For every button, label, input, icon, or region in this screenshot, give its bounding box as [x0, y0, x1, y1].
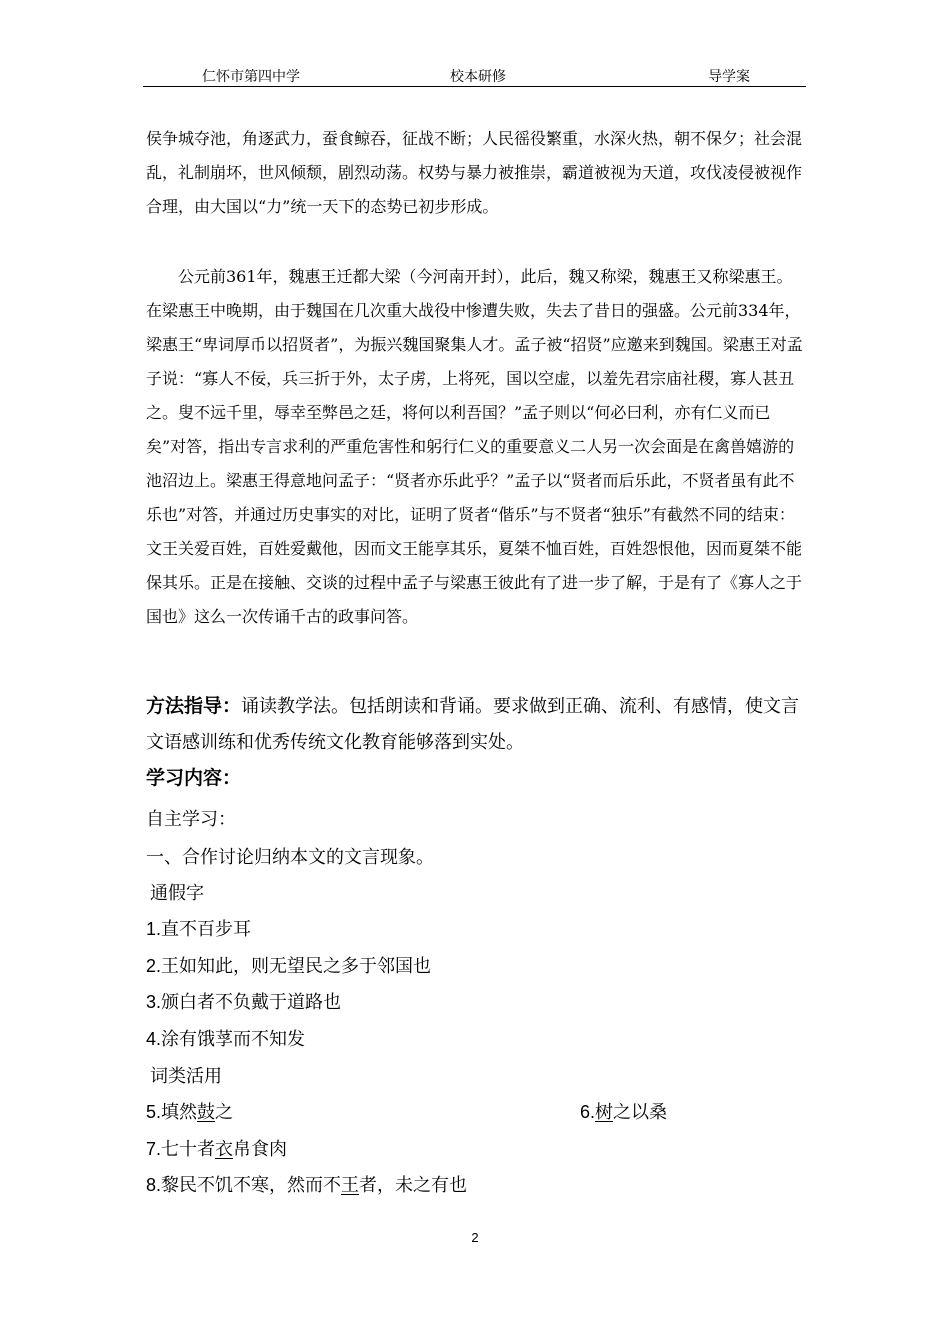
list-item: 2.王如知此，则无望民之多于邻国也	[146, 956, 432, 977]
method-guide	[146, 688, 808, 761]
learning-title: 学习内容：	[146, 767, 242, 789]
list-item: 7.七十者衣帛食肉	[146, 1139, 288, 1160]
list-item: 8.黎民不饥不寒，然而不王者，未之有也	[146, 1175, 468, 1196]
list-item: 4.涂有饿莩而不知发	[146, 1029, 306, 1050]
method-title: 方法指导：	[146, 695, 242, 717]
page-number: 2	[471, 1230, 479, 1245]
tongjia-label: 通假字	[150, 883, 204, 904]
header-school: 仁怀市第四中学	[202, 69, 300, 85]
self-study-label: 自主学习：	[146, 809, 236, 830]
page-header	[143, 66, 806, 87]
body-paragraph-1: 侯争城夺池，角逐武力，蚕食鲸吞，征战不断；人民徭役繁重，水深火热，朝不保夕；社会混乱，礼制崩坏，世风倾颓，剧烈动荡。权势与暴力被推崇，霸道被视为天道，攻伐凌侵被视作合理，由大国以“力”统一天下的态势已初步形成。	[146, 129, 803, 216]
list-item: 3.颁白者不负戴于道路也	[146, 992, 342, 1013]
method-text: 诵读教学法。包括朗读和背诵。要求做到正确、流利、有感情，使文言文语感训练和优秀传统文化教育能够落到实处。	[146, 696, 800, 753]
list-item: 5.填然鼓之	[146, 1102, 234, 1123]
task-one: 一、合作讨论归纳本文的文言现象。	[146, 847, 434, 868]
header-right: 导学案	[708, 69, 750, 85]
header-center: 校本研修	[450, 69, 506, 85]
cilei-label: 词类活用	[150, 1066, 222, 1087]
list-item: 6.树之以桑	[580, 1102, 668, 1123]
body-paragraph-2: 公元前361年，魏惠王迁都大梁（今河南开封），此后，魏又称梁，魏惠王又称梁惠王。在梁惠王中晚期，由于魏国在几次重大战役中惨遭失败，失去了昔日的强盛。公元前334年，梁惠王“卑词厚币以招贤者”，为振兴魏国聚集人才。孟子被“招贤”应邀来到魏国。梁惠王对孟子说：“寡人不佞，兵三折于外，太子虏，上将死，国以空虚，以羞先君宗庙社稷，寡人甚丑之。叟不远千里，辱幸至弊邑之廷，将何以利吾国？”孟子则以“何必曰利，亦有仁义而已矣”对答，指出专言求利的严重危害性和躬行仁义的重要意义二人另一次会面是在禽兽嬉游的池沼边上。梁惠王得意地问孟子：“贤者亦乐此乎？”孟子以“贤者而后乐此，不贤者虽有此不乐也”对答，并通过历史事实的对比，证明了贤者“偕乐”与不贤者“独乐”有截然不同的结束：文王关爱百姓，百姓爱戴他，因而文王能享其乐，夏桀不恤百姓，百姓怨恨他，因而夏桀不能保其乐。正是在接触、交谈的过程中孟子与梁惠王彼此有了进一步了解，于是有了《寡人之于国也》这么一次传诵千古的政事问答。	[146, 267, 803, 626]
list-item: 1.直不百步耳	[146, 919, 252, 940]
